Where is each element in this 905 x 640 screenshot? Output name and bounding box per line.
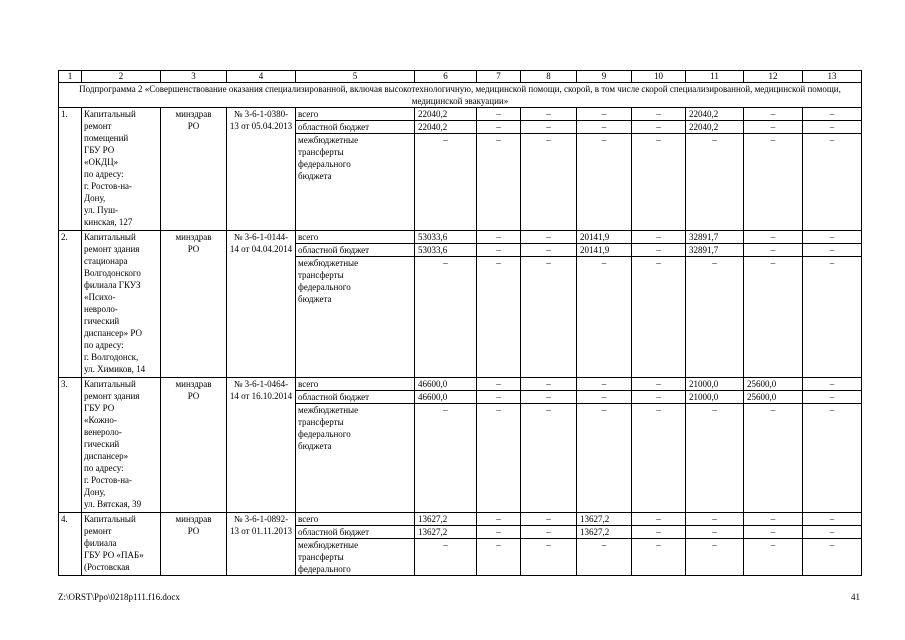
value-cell-13: –	[803, 513, 862, 526]
value-cell-9: 13627,2	[577, 526, 632, 539]
column-number-row	[59, 71, 862, 83]
value-cell-12: 25600,0	[744, 391, 803, 404]
value-cell-10: –	[632, 539, 686, 576]
value-cell-7: –	[477, 231, 521, 244]
row-number: 1.	[59, 108, 82, 231]
funding-source: всего	[296, 108, 415, 121]
value-cell-12: –	[744, 244, 803, 257]
value-cell-7: –	[477, 391, 521, 404]
funding-source: всего	[296, 513, 415, 526]
value-cell-9: –	[577, 404, 632, 513]
customer: минздрав РО	[161, 378, 227, 513]
funding-source: областной бюджет	[296, 121, 415, 134]
value-cell-6: 22040,2	[415, 108, 477, 121]
value-cell-11: –	[686, 134, 744, 231]
value-cell-7: –	[477, 134, 521, 231]
value-cell-9: 20141,9	[577, 231, 632, 244]
table-row	[59, 513, 862, 526]
value-cell-8: –	[521, 244, 577, 257]
value-cell-10: –	[632, 134, 686, 231]
value-cell-8: –	[521, 404, 577, 513]
value-cell-6: –	[415, 134, 477, 231]
funding-source: межбюджетные трансферты федерального бюджета	[296, 404, 415, 513]
column-number-cell: 2	[82, 71, 161, 83]
value-cell-11: 22040,2	[686, 121, 744, 134]
column-number-cell: 11	[686, 71, 744, 83]
value-cell-9: –	[577, 391, 632, 404]
value-cell-10: –	[632, 391, 686, 404]
value-cell-12: –	[744, 121, 803, 134]
value-cell-6: 22040,2	[415, 121, 477, 134]
subprogram-row	[59, 83, 862, 108]
value-cell-8: –	[521, 121, 577, 134]
value-cell-11: 32891,7	[686, 231, 744, 244]
value-cell-8: –	[521, 513, 577, 526]
value-cell-10: –	[632, 257, 686, 378]
column-number-cell: 12	[744, 71, 803, 83]
value-cell-13: –	[803, 108, 862, 121]
funding-source: областной бюджет	[296, 391, 415, 404]
value-cell-10: –	[632, 513, 686, 526]
table-row	[59, 231, 862, 244]
value-cell-9: –	[577, 378, 632, 391]
value-cell-7: –	[477, 244, 521, 257]
value-cell-11: –	[686, 257, 744, 378]
value-cell-6: 46600,0	[415, 378, 477, 391]
value-cell-12: –	[744, 526, 803, 539]
funding-source: областной бюджет	[296, 526, 415, 539]
value-cell-6: 53033,6	[415, 244, 477, 257]
object-name: Капитальный ремонт помещений ГБУ РО «ОКДЦ» по адресу: г. Ростов-на- Дону, ул. Пуш- кинская, 127	[82, 108, 161, 231]
value-cell-13: –	[803, 391, 862, 404]
value-cell-6: 13627,2	[415, 526, 477, 539]
program-table	[58, 70, 862, 576]
funding-source: межбюджетные трансферты федерального бюджета	[296, 257, 415, 378]
funding-source: межбюджетные трансферты федерального бюджета	[296, 134, 415, 231]
value-cell-7: –	[477, 378, 521, 391]
value-cell-7: –	[477, 526, 521, 539]
funding-source: межбюджетные трансферты федерального	[296, 539, 415, 576]
value-cell-6: –	[415, 404, 477, 513]
value-cell-9: –	[577, 108, 632, 121]
value-cell-9: 20141,9	[577, 244, 632, 257]
value-cell-11: –	[686, 526, 744, 539]
value-cell-13: –	[803, 257, 862, 378]
value-cell-6: 53033,6	[415, 231, 477, 244]
value-cell-10: –	[632, 526, 686, 539]
row-number: 4.	[59, 513, 82, 576]
value-cell-8: –	[521, 378, 577, 391]
value-cell-6: 13627,2	[415, 513, 477, 526]
column-number-cell: 7	[477, 71, 521, 83]
value-cell-8: –	[521, 231, 577, 244]
value-cell-9: –	[577, 121, 632, 134]
value-cell-12: –	[744, 134, 803, 231]
value-cell-7: –	[477, 108, 521, 121]
value-cell-8: –	[521, 539, 577, 576]
value-cell-10: –	[632, 404, 686, 513]
value-cell-13: –	[803, 231, 862, 244]
value-cell-6: –	[415, 539, 477, 576]
value-cell-13: –	[803, 526, 862, 539]
column-number-cell: 5	[296, 71, 415, 83]
value-cell-11: –	[686, 539, 744, 576]
value-cell-13: –	[803, 244, 862, 257]
column-number-cell: 10	[632, 71, 686, 83]
column-number-cell: 3	[161, 71, 227, 83]
subprogram-title: Подпрограмма 2 «Совершенствование оказания специализированной, включая высокотехнологичную, медицинской помощи, скорой, в том числе скорой специализированной, медицинской помощи, медицинской эвакуации»	[59, 83, 862, 108]
value-cell-12: –	[744, 108, 803, 121]
customer: минздрав РО	[161, 513, 227, 576]
funding-source: областной бюджет	[296, 244, 415, 257]
value-cell-8: –	[521, 257, 577, 378]
footer-page-number: 41	[851, 592, 860, 602]
expertise-number: № 3-6-1-0892- 13 от 01.11.2013	[227, 513, 296, 576]
value-cell-11: –	[686, 404, 744, 513]
value-cell-10: –	[632, 108, 686, 121]
value-cell-12: 25600,0	[744, 378, 803, 391]
value-cell-10: –	[632, 378, 686, 391]
funding-source: всего	[296, 378, 415, 391]
value-cell-13: –	[803, 404, 862, 513]
value-cell-12: –	[744, 404, 803, 513]
value-cell-11: –	[686, 513, 744, 526]
row-number: 2.	[59, 231, 82, 378]
value-cell-12: –	[744, 231, 803, 244]
value-cell-10: –	[632, 244, 686, 257]
value-cell-7: –	[477, 121, 521, 134]
column-number-cell: 4	[227, 71, 296, 83]
value-cell-7: –	[477, 404, 521, 513]
value-cell-9: 13627,2	[577, 513, 632, 526]
value-cell-8: –	[521, 134, 577, 231]
value-cell-13: –	[803, 539, 862, 576]
value-cell-11: 21000,0	[686, 391, 744, 404]
value-cell-11: 32891,7	[686, 244, 744, 257]
expertise-number: № 3-6-1-0144- 14 от 04.04.2014	[227, 231, 296, 378]
column-number-cell: 8	[521, 71, 577, 83]
expertise-number: № 3-6-1-0464- 14 от 16.10.2014	[227, 378, 296, 513]
value-cell-7: –	[477, 539, 521, 576]
column-number-cell: 13	[803, 71, 862, 83]
object-name: Капитальный ремонт филиала ГБУ РО «ПАБ» (Ростовская	[82, 513, 161, 576]
value-cell-6: 46600,0	[415, 391, 477, 404]
customer: минздрав РО	[161, 108, 227, 231]
value-cell-11: 22040,2	[686, 108, 744, 121]
table-row	[59, 378, 862, 391]
value-cell-13: –	[803, 134, 862, 231]
value-cell-7: –	[477, 513, 521, 526]
value-cell-12: –	[744, 513, 803, 526]
column-number-cell: 1	[59, 71, 82, 83]
value-cell-8: –	[521, 526, 577, 539]
column-number-cell: 9	[577, 71, 632, 83]
expertise-number: № 3-6-1-0380- 13 от 05.04.2013	[227, 108, 296, 231]
value-cell-9: –	[577, 134, 632, 231]
footer-file-path: Z:\ORST\Ppo\0218p111.f16.docx	[58, 592, 180, 602]
row-number: 3.	[59, 378, 82, 513]
value-cell-10: –	[632, 121, 686, 134]
value-cell-11: 21000,0	[686, 378, 744, 391]
table-row	[59, 108, 862, 121]
value-cell-10: –	[632, 231, 686, 244]
value-cell-8: –	[521, 391, 577, 404]
value-cell-8: –	[521, 108, 577, 121]
value-cell-6: –	[415, 257, 477, 378]
value-cell-13: –	[803, 121, 862, 134]
value-cell-9: –	[577, 539, 632, 576]
object-name: Капитальный ремонт здания ГБУ РО «Кожно- венероло- гический диспансер» по адресу: г. Ростов-на- Дону, ул. Вятская, 39	[82, 378, 161, 513]
column-number-cell: 6	[415, 71, 477, 83]
value-cell-7: –	[477, 257, 521, 378]
customer: минздрав РО	[161, 231, 227, 378]
object-name: Капитальный ремонт здания стационара Волгодонского филиала ГКУЗ «Психо- невроло- гический диспансер» РО по адресу: г. Волгодонск, ул. Химиков, 14	[82, 231, 161, 378]
value-cell-13: –	[803, 378, 862, 391]
funding-source: всего	[296, 231, 415, 244]
value-cell-9: –	[577, 257, 632, 378]
value-cell-12: –	[744, 257, 803, 378]
value-cell-12: –	[744, 539, 803, 576]
